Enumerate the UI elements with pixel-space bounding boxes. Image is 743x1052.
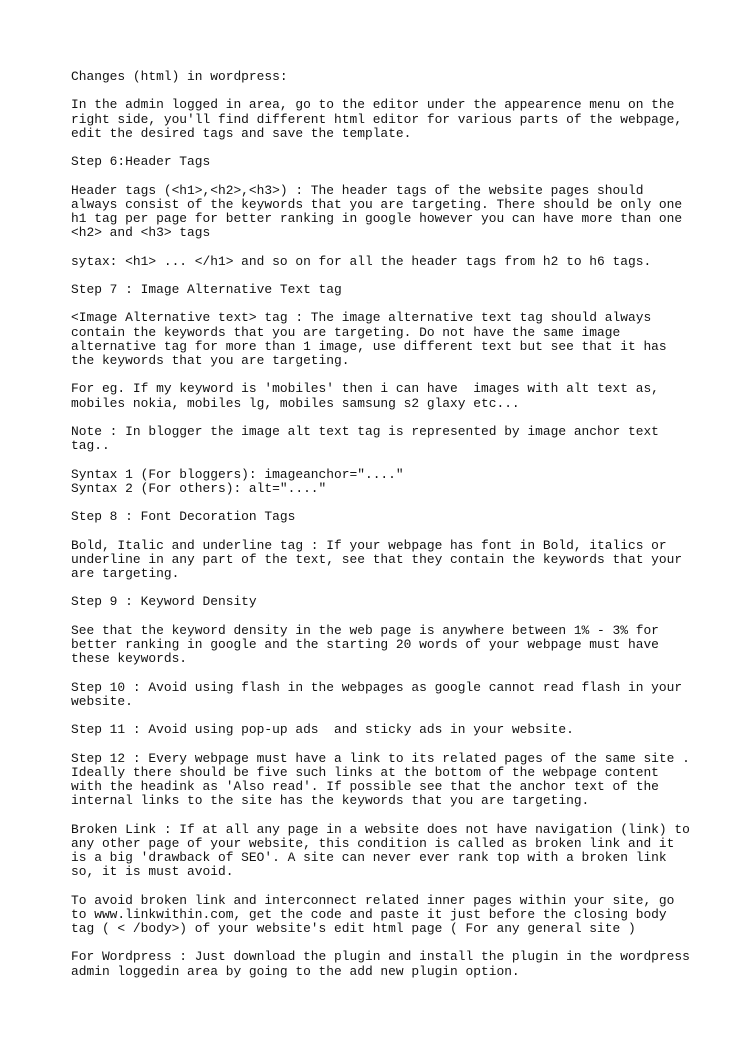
paragraph bbox=[71, 539, 691, 582]
text-line: Changes (html) in wordpress: bbox=[71, 69, 288, 84]
text-line: Broken Link : If at all any page in a website does not have navigation (link) to bbox=[71, 821, 690, 837]
text-line: underline in any part of the text, see that they contain the keywords that your bbox=[71, 551, 683, 567]
text-line: Step 10 : Avoid using flash in the webpages as google cannot read flash in your bbox=[71, 679, 683, 695]
text-line: Syntax 2 (For others): alt="...." bbox=[71, 480, 327, 496]
text-line: For eg. If my keyword is 'mobiles' then i can have images with alt text as, bbox=[71, 381, 659, 397]
text-line: admin loggedin area by going to the add new plugin option. bbox=[71, 963, 520, 979]
text-line: h1 tag per page for better ranking in google however you can have more than one bbox=[71, 210, 683, 226]
paragraph bbox=[71, 98, 691, 141]
text-line: Note : In blogger the image alt text tag is represented by image anchor text bbox=[71, 423, 659, 439]
text-line: website. bbox=[71, 693, 133, 709]
paragraph bbox=[71, 311, 691, 368]
text-line: Step 8 : Font Decoration Tags bbox=[71, 509, 296, 525]
text-line: Step 9 : Keyword Density bbox=[71, 594, 257, 610]
text-line: Bold, Italic and underline tag : If your webpage has font in Bold, italics or bbox=[71, 537, 667, 553]
paragraph bbox=[71, 425, 691, 453]
paragraph bbox=[71, 752, 691, 809]
paragraph bbox=[71, 255, 691, 269]
text-line: Step 7 : Image Alternative Text tag bbox=[71, 281, 342, 297]
text-line: right side, you'll find different html editor for various parts of the webpage, bbox=[71, 111, 683, 127]
text-line: internal links to the site has the keywords that you are targeting. bbox=[71, 793, 590, 809]
text-line: the keywords that you are targeting. bbox=[71, 352, 350, 368]
text-line: alternative tag for more than 1 image, use different text but see that it has bbox=[71, 338, 667, 354]
text-line: sytax: <h1> ... </h1> and so on for all the header tags from h2 to h6 tags. bbox=[71, 253, 652, 269]
text-line: See that the keyword density in the web page is anywhere between 1% - 3% for bbox=[71, 622, 659, 638]
paragraph bbox=[71, 184, 691, 241]
paragraph bbox=[71, 155, 691, 169]
paragraph bbox=[71, 681, 691, 709]
paragraph bbox=[71, 382, 691, 410]
text-line: Step 12 : Every webpage must have a link to its related pages of the same site . bbox=[71, 750, 690, 766]
paragraph bbox=[71, 468, 691, 496]
paragraph bbox=[71, 70, 691, 84]
text-line: these keywords. bbox=[71, 651, 188, 667]
paragraph bbox=[71, 723, 691, 737]
text-line: to www.linkwithin.com, get the code and paste it just before the closing body bbox=[71, 906, 667, 922]
text-line: contain the keywords that you are targeting. Do not have the same image bbox=[71, 324, 621, 340]
text-line: edit the desired tags and save the template. bbox=[71, 125, 412, 141]
text-line: In the admin logged in area, go to the editor under the appearence menu on the bbox=[71, 97, 675, 113]
text-line: better ranking in google and the starting 20 words of your webpage must have bbox=[71, 636, 659, 652]
paragraph bbox=[71, 823, 691, 880]
text-line: any other page of your website, this condition is called as broken link and it bbox=[71, 835, 675, 851]
text-line: with the headink as 'Also read'. If possible see that the anchor text of the bbox=[71, 778, 659, 794]
paragraph bbox=[71, 283, 691, 297]
text-line: tag ( < /body>) of your website's edit html page ( For any general site ) bbox=[71, 920, 636, 936]
paragraph bbox=[71, 510, 691, 524]
text-line: so, it is must avoid. bbox=[71, 864, 234, 880]
text-line: Ideally there should be five such links at the bottom of the webpage content bbox=[71, 764, 659, 780]
text-line: Step 6:Header Tags bbox=[71, 154, 211, 170]
paragraph bbox=[71, 950, 691, 978]
text-line: Syntax 1 (For bloggers): imageanchor="...." bbox=[71, 466, 404, 482]
text-line: mobiles nokia, mobiles lg, mobiles samsung s2 glaxy etc... bbox=[71, 395, 520, 411]
text-line: For Wordpress : Just download the plugin and install the plugin in the wordpress bbox=[71, 949, 690, 965]
text-line: always consist of the keywords that you are targeting. There should be only one bbox=[71, 196, 683, 212]
paragraph bbox=[71, 894, 691, 937]
text-line: To avoid broken link and interconnect related inner pages within your site, go bbox=[71, 892, 675, 908]
text-line: Step 11 : Avoid using pop-up ads and sticky ads in your website. bbox=[71, 722, 574, 738]
text-line: <Image Alternative text> tag : The image alternative text tag should always bbox=[71, 310, 652, 326]
paragraph bbox=[71, 624, 691, 667]
text-line: is a big 'drawback of SEO'. A site can never ever rank top with a broken link bbox=[71, 849, 667, 865]
text-line: <h2> and <h3> tags bbox=[71, 225, 211, 241]
text-line: are targeting. bbox=[71, 565, 180, 581]
text-line: Header tags (<h1>,<h2>,<h3>) : The header tags of the website pages should bbox=[71, 182, 644, 198]
document-page bbox=[71, 70, 691, 993]
text-line: tag.. bbox=[71, 438, 110, 454]
paragraph bbox=[71, 595, 691, 609]
